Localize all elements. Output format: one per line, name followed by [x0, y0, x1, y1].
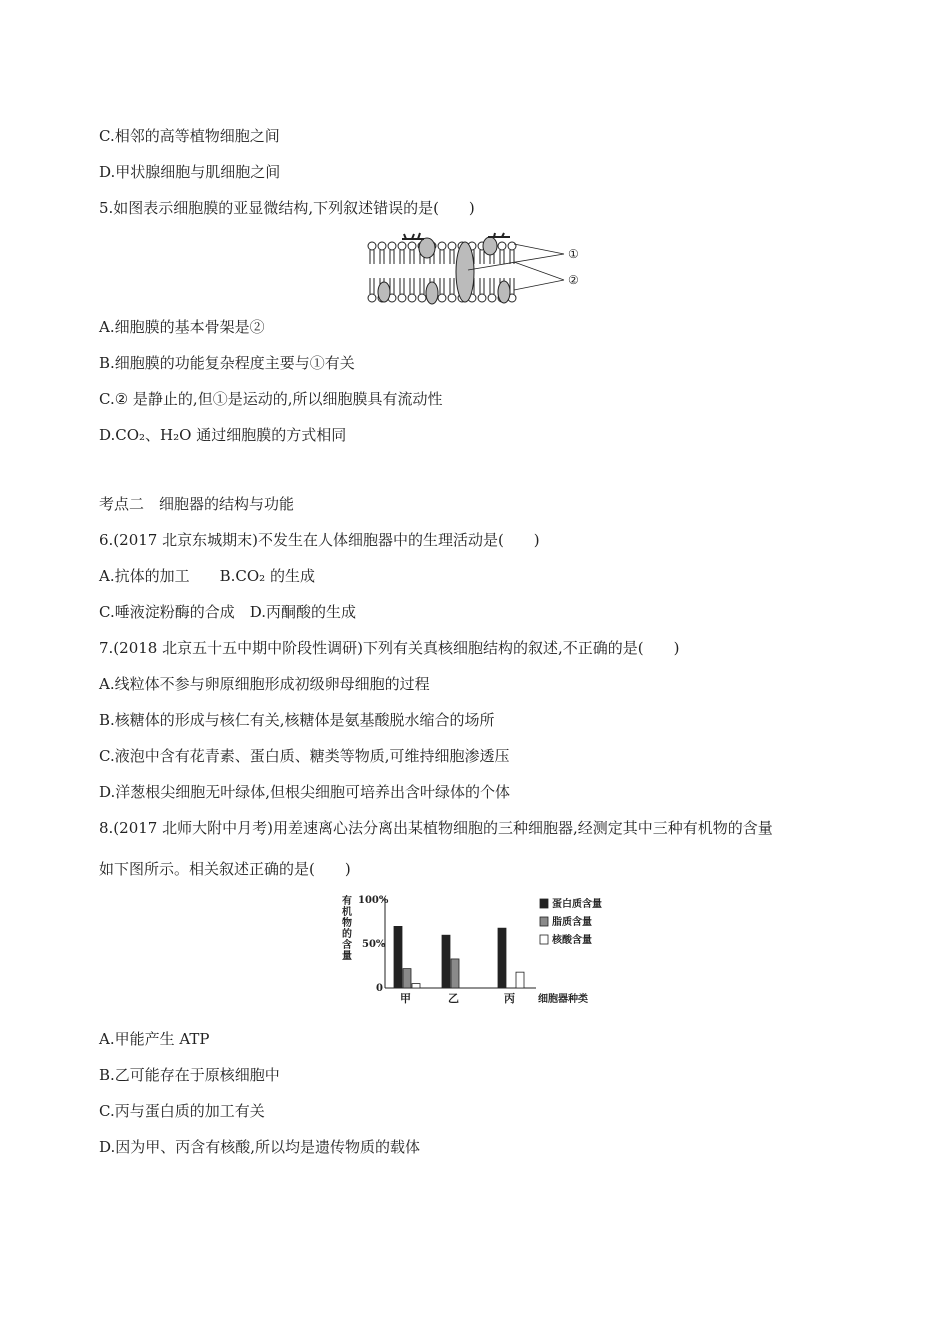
phospholipid-molecule: [398, 242, 406, 264]
phospholipid-molecule: [438, 278, 446, 302]
option-6ab: A.抗体的加工 B.CO₂ 的生成: [99, 567, 315, 585]
option-5d: D.CO₂、H₂O 通过细胞膜的方式相同: [99, 426, 347, 444]
legend-swatch: [540, 899, 548, 908]
legend-swatch: [540, 935, 548, 944]
legend-label: 核酸含量: [552, 935, 592, 946]
phospholipid-molecule: [508, 242, 516, 264]
question-6: 6.(2017 北京东城期末)不发生在人体细胞器中的生理活动是( ): [99, 531, 540, 549]
x-axis-label: 细胞器种类: [538, 994, 588, 1005]
option-8a: A.甲能产生 ATP: [99, 1030, 210, 1048]
phospholipid-molecule: [368, 242, 376, 264]
legend-label: 蛋白质含量: [552, 899, 602, 910]
peripheral-protein: [419, 238, 435, 258]
legend-label: 脂质含量: [552, 917, 592, 928]
pointer-line: [514, 280, 564, 290]
phospholipid-molecule: [378, 242, 386, 264]
question-8-cont: 如下图所示。相关叙述正确的是( ): [99, 860, 351, 878]
y-tick-50: 50%: [362, 939, 386, 950]
option-8d: D.因为甲、丙含有核酸,所以均是遗传物质的载体: [99, 1138, 421, 1156]
bar-核酸含量: [412, 984, 420, 988]
option-7a: A.线粒体不参与卵原细胞形成初级卵母细胞的过程: [99, 675, 430, 693]
option-8c: C.丙与蛋白质的加工有关: [99, 1102, 265, 1120]
phospholipid-molecule: [388, 242, 396, 264]
category-label: 乙: [448, 992, 459, 1005]
category-label: 甲: [400, 992, 411, 1005]
bar-脂质含量: [403, 969, 411, 988]
glycolipid-chain: [488, 233, 510, 237]
pointer-line: [468, 254, 564, 270]
bar-脂质含量: [451, 959, 459, 988]
phospholipid-molecule: [398, 278, 406, 302]
phospholipid-molecule: [488, 278, 496, 302]
phospholipid-molecule: [368, 278, 376, 302]
bar-蛋白质含量: [498, 928, 506, 988]
question-8: 8.(2017 北师大附中月考)用差速离心法分离出某植物细胞的三种细胞器,经测定其中三种有机物的含量: [99, 819, 773, 837]
phospholipid-molecule: [408, 242, 416, 264]
phospholipid-molecule: [448, 242, 456, 264]
y-tick-100: 100%: [358, 895, 389, 906]
section-heading: 考点二 细胞器的结构与功能: [99, 495, 295, 513]
phospholipid-molecule: [448, 278, 456, 302]
option-5a: A.细胞膜的基本骨架是②: [99, 318, 265, 336]
peripheral-protein: [426, 282, 438, 304]
phospholipid-molecule: [478, 278, 486, 302]
organelle-content-chart: [336, 890, 626, 1006]
pointer-line: [514, 262, 564, 280]
option-5c: C.② 是静止的,但①是运动的,所以细胞膜具有流动性: [99, 390, 443, 408]
pointer-line: [514, 244, 564, 254]
phospholipid-molecule: [498, 242, 506, 264]
option-6cd: C.唾液淀粉酶的合成 D.丙酮酸的生成: [99, 603, 356, 621]
category-label: 丙: [504, 992, 515, 1005]
bar-核酸含量: [516, 972, 524, 988]
bar-蛋白质含量: [394, 926, 402, 988]
glycoprotein-chain: [402, 233, 424, 239]
label-2: ②: [568, 273, 579, 287]
bar-蛋白质含量: [442, 935, 450, 988]
y-axis-label: 有机物的含量: [342, 896, 352, 962]
transmembrane-protein: [456, 242, 474, 302]
y-tick-0: 0: [376, 983, 383, 994]
option-7c: C.液泡中含有花青素、蛋白质、糖类等物质,可维持细胞渗透压: [99, 747, 510, 765]
option-7d: D.洋葱根尖细胞无叶绿体,但根尖细胞可培养出含叶绿体的个体: [99, 783, 511, 801]
phospholipid-molecule: [408, 278, 416, 302]
membrane-diagram: [364, 232, 586, 310]
label-1: ①: [568, 247, 579, 261]
legend-swatch: [540, 917, 548, 926]
peripheral-protein: [498, 281, 510, 303]
option-8b: B.乙可能存在于原核细胞中: [99, 1066, 280, 1084]
phospholipid-molecule: [438, 242, 446, 264]
question-7: 7.(2018 北京五十五中期中阶段性调研)下列有关真核细胞结构的叙述,不正确的是( ): [99, 639, 680, 657]
peripheral-protein: [378, 282, 390, 302]
option-7b: B.核糖体的形成与核仁有关,核糖体是氨基酸脱水缩合的场所: [99, 711, 495, 729]
peripheral-protein: [483, 237, 497, 255]
question-5: 5.如图表示细胞膜的亚显微结构,下列叙述错误的是( ): [99, 199, 475, 217]
option-4c: C.相邻的高等植物细胞之间: [99, 127, 280, 145]
option-4d: D.甲状腺细胞与肌细胞之间: [99, 163, 281, 181]
option-5b: B.细胞膜的功能复杂程度主要与①有关: [99, 354, 355, 372]
phospholipid-molecule: [418, 278, 426, 302]
